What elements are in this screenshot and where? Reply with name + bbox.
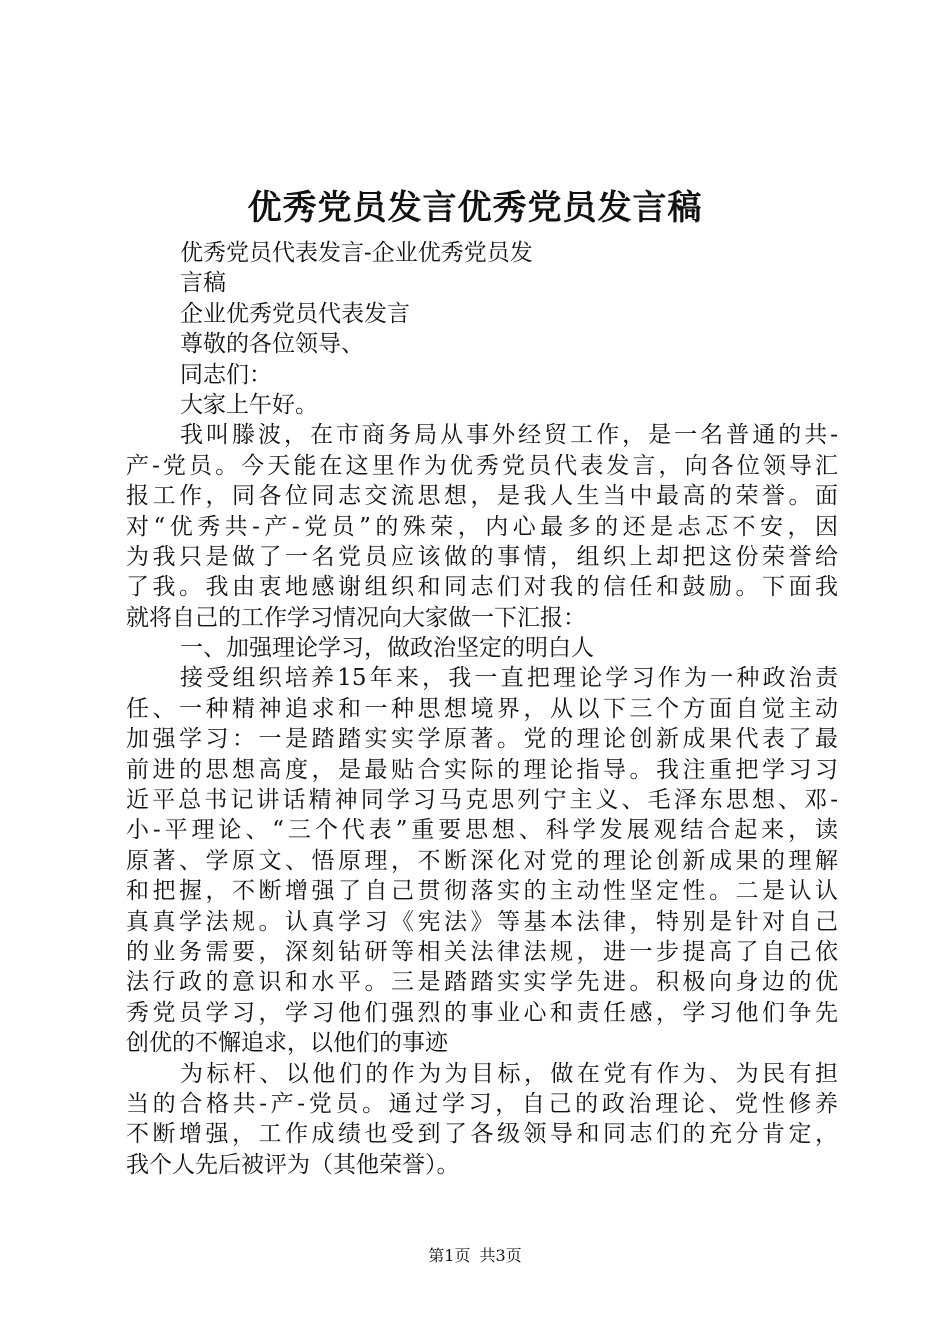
body-line: 言稿 <box>180 270 226 297</box>
page-footer <box>0 1246 950 1266</box>
body-line: 企业优秀党员代表发言 <box>180 300 410 327</box>
body-line: 创优的不懈追求，以他们的事迹 <box>126 1030 448 1057</box>
body-line: 真真学法规。认真学习《宪法》等基本法律，特别是针对自己 <box>126 908 838 935</box>
body-line: 报工作，同各位同志交流思想，是我人生当中最高的荣誉。面 <box>126 483 838 510</box>
body-line: 为我只是做了一名党员应该做的事情，组织上却把这份荣誉给 <box>126 543 838 570</box>
body-line: 前进的思想高度，是最贴合实际的理论指导。我注重把学习习 <box>126 756 838 783</box>
document-title: 优秀党员发言优秀党员发言稿 <box>247 188 703 228</box>
body-line: 接受组织培养15年来，我一直把理论学习作为一种政治责 <box>180 665 838 692</box>
document-body <box>126 238 838 1180</box>
body-line: 秀党员学习，学习他们强烈的事业心和责任感，学习他们争先 <box>126 999 838 1026</box>
body-line: 法行政的意识和水平。三是踏踏实实学先进。积极向身边的优 <box>126 969 838 996</box>
body-line: 小-平理论、“三个代表”重要思想、科学发展观结合起来，读 <box>126 817 838 844</box>
section-heading: 一、加强理论学习，做政治坚定的明白人 <box>180 635 594 662</box>
body-line: 不断增强，工作成绩也受到了各级领导和同志们的充分肯定， <box>126 1121 838 1148</box>
body-line: 当的合格共-产-党员。通过学习，自己的政治理论、党性修养 <box>126 1090 838 1117</box>
body-line: 和把握，不断增强了自己贯彻落实的主动性坚定性。二是认认 <box>126 878 838 905</box>
page-number: 第1页 <box>428 1246 471 1265</box>
body-line: 产-党员。今天能在这里作为优秀党员代表发言，向各位领导汇 <box>126 452 838 479</box>
body-line: 近平总书记讲话精神同学习马克思列宁主义、毛泽东思想、邓- <box>126 787 838 814</box>
body-line: 了我。我由衷地感谢组织和同志们对我的信任和鼓励。下面我 <box>126 574 838 601</box>
body-line: 我叫滕波，在市商务局从事外经贸工作，是一名普通的共- <box>180 422 838 449</box>
body-line: 对“优秀共-产-党员”的殊荣，内心最多的还是忐忑不安，因 <box>126 513 838 540</box>
body-line: 我个人先后被评为（其他荣誉）。 <box>126 1151 460 1178</box>
body-line: 尊敬的各位领导、 <box>180 331 364 358</box>
body-line: 任、一种精神追求和一种思想境界，从以下三个方面自觉主动 <box>126 695 838 722</box>
body-line: 为标杆、以他们的作为为目标，做在党有作为、为民有担 <box>180 1060 838 1087</box>
page-total: 共3页 <box>479 1246 522 1265</box>
body-line: 就将自己的工作学习情况向大家做一下汇报： <box>126 604 586 631</box>
body-line: 优秀党员代表发言-企业优秀党员发 <box>180 240 533 266</box>
body-line: 的业务需要，深刻钻研等相关法律法规，进一步提高了自己依 <box>126 938 838 965</box>
body-line: 原著、学原文、悟原理，不断深化对党的理论创新成果的理解 <box>126 847 838 874</box>
body-line: 加强学习：一是踏踏实实学原著。党的理论创新成果代表了最 <box>126 726 838 753</box>
body-line: 大家上午好。 <box>180 391 318 418</box>
body-line: 同志们： <box>180 361 272 388</box>
